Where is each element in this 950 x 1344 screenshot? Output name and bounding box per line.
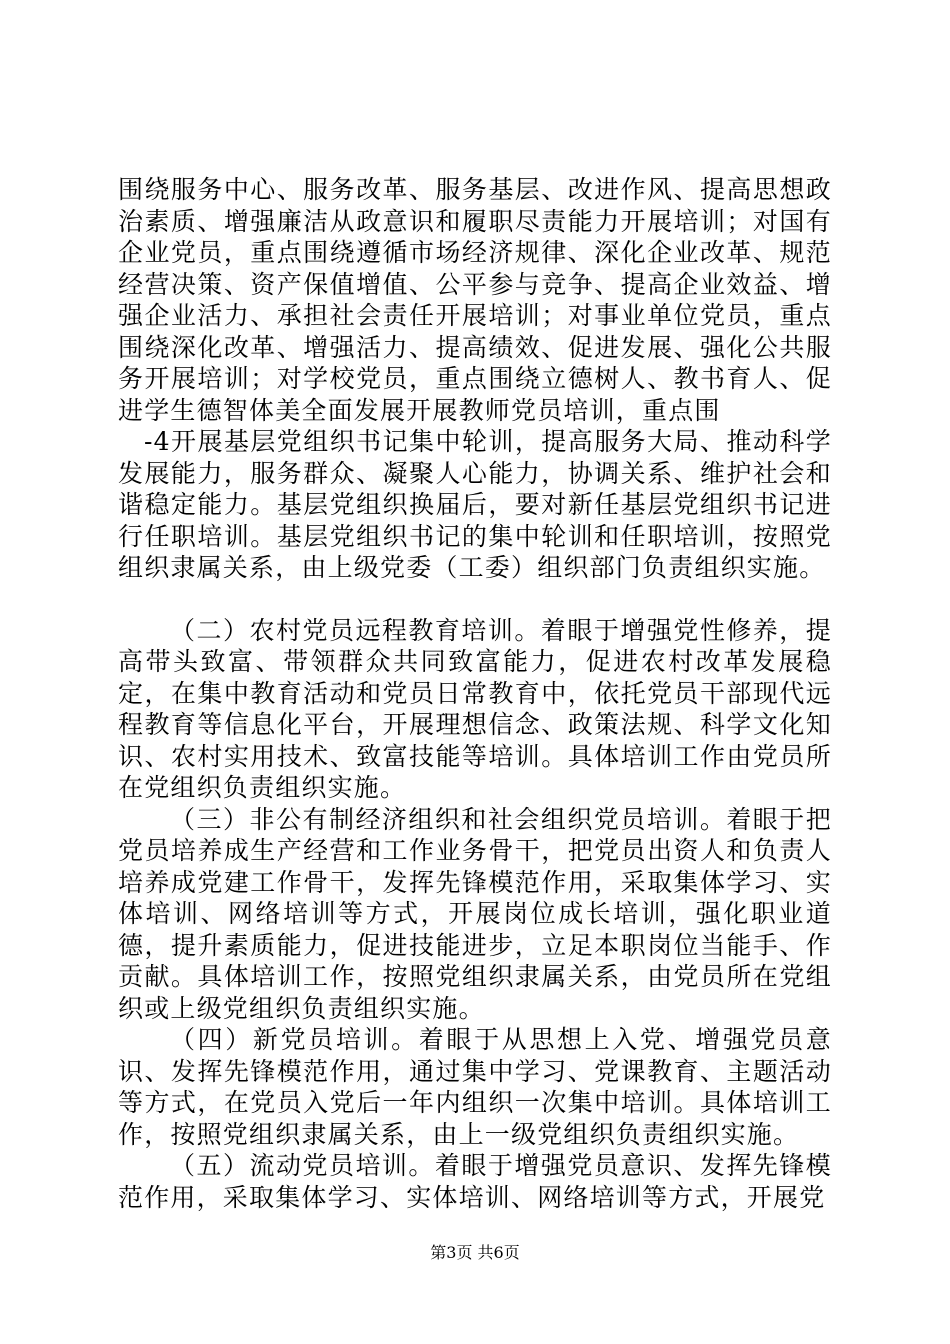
paragraph-section-3: （三）非公有制经济组织和社会组织党员培训。着眼于把党员培养成生产经营和工作业务骨干，把党员出资人和负责人培养成党建工作骨干，发挥先锋模范作用，采取集体学习、实体培训、网络培训等方式，开展岗位成长培训，强化职业道德，提升素质能力，促进技能进步，立足本职岗位当能手、作贡献。具体培训工作，按照党组织隶属关系，由党员所在党组织或上级党组织负责组织实施。 bbox=[118, 804, 832, 1023]
document-body bbox=[118, 174, 832, 1213]
paragraph-section-2: （二）农村党员远程教育培训。着眼于增强党性修养，提高带头致富、带领群众共同致富能力，促进农村改革发展稳定，在集中教育活动和党员日常教育中，依托党员干部现代远程教育等信息化平台，开展理想信念、政策法规、科学文化知识、农村实用技术、致富技能等培训。具体培训工作由党员所在党组织负责组织实施。 bbox=[118, 615, 832, 802]
paragraph-section-4: （四）新党员培训。着眼于从思想上入党、增强党员意识、发挥先锋模范作用，通过集中学习、党课教育、主题活动等方式，在党员入党后一年内组织一次集中培训。具体培训工作，按照党组织隶属关系，由上一级党组织负责组织实施。 bbox=[118, 1025, 832, 1149]
paragraph-secretary-training: -4开展基层党组织书记集中轮训，提高服务大局、推动科学发展能力，服务群众、凝聚人心能力，协调关系、维护社会和谐稳定能力。基层党组织换届后，要对新任基层党组织书记进行任职培训。基层党组织书记的集中轮训和任职培训，按照党组织隶属关系，由上级党委（工委）组织部门负责组织实施。 bbox=[118, 427, 832, 582]
page-footer: 第3页 共6页 bbox=[430, 1243, 520, 1262]
paragraph-section-5: （五）流动党员培训。着眼于增强党员意识、发挥先锋模范作用，采取集体学习、实体培训、网络培训等方式，开展党 bbox=[118, 1151, 832, 1212]
paragraph-continuation: 围绕服务中心、服务改革、服务基层、改进作风、提高思想政治素质、增强廉洁从政意识和履职尽责能力开展培训；对国有企业党员，重点围绕遵循市场经济规律、深化企业改革、规范经营决策、资产保值增值、公平参与竞争、提高企业效益、增强企业活力、承担社会责任开展培训；对事业单位党员，重点围绕深化改革、增强活力、提高绩效、促进发展、强化公共服务开展培训；对学校党员，重点围绕立德树人、教书育人、促进学生德智体美全面发展开展教师党员培训，重点围 bbox=[118, 175, 832, 425]
